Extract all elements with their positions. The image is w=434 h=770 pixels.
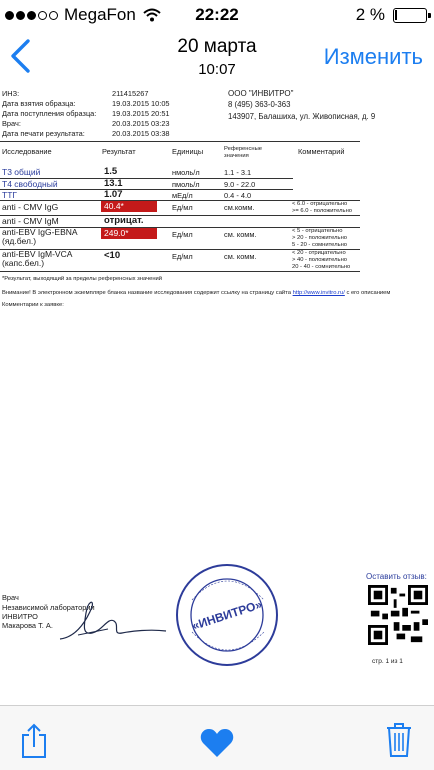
- signature-line3: ИНВИТРО: [2, 612, 38, 621]
- test-name: ТТГ: [2, 190, 17, 200]
- lab-seal-stamp: [172, 560, 282, 670]
- notice-link[interactable]: http://www.invitro.ru/: [292, 290, 345, 296]
- signature-line1: Врач: [2, 593, 19, 602]
- header-test: Исследование: [2, 147, 52, 156]
- battery-icon: [393, 8, 427, 23]
- test-reference: см.комм.: [224, 203, 255, 212]
- nav-title: 20 марта: [177, 36, 257, 57]
- test-reference: 1.1 - 3.1: [224, 168, 252, 177]
- test-reference: см. комм.: [224, 252, 257, 261]
- svg-text:«ИНВИТРО»: «ИНВИТРО»: [190, 597, 264, 633]
- status-bar: [0, 0, 434, 30]
- result-highlight: [101, 228, 157, 240]
- trash-icon[interactable]: [386, 722, 412, 758]
- nav-subtitle: 10:07: [198, 61, 236, 78]
- test-result: 1.07: [104, 189, 123, 200]
- battery-status: [356, 5, 427, 25]
- row-divider: [0, 271, 360, 272]
- test-units: Ед/мл: [172, 230, 193, 239]
- test-reference: 0.4 - 4.0: [224, 191, 252, 200]
- clock: 22:22: [195, 5, 239, 24]
- notice-text: Внимание! В электронном экземпляре бланка название исследования содержит ссылку на страницу сайта: [2, 290, 291, 296]
- handwritten-signature: [58, 587, 168, 647]
- lab-phone: 8 (495) 363-0-363: [228, 100, 291, 109]
- test-name: Т3 общий: [2, 167, 41, 177]
- test-result-flagged: 40.4*: [101, 201, 157, 212]
- test-units: нмоль/л: [172, 168, 200, 177]
- page-indicator: стр. 1 из 1: [372, 658, 403, 665]
- test-reference: см. комм.: [224, 230, 257, 239]
- inz-label: ИНЗ:: [2, 89, 20, 98]
- battery-percent: 2 %: [355, 5, 385, 24]
- header-comment: Комментарий: [298, 147, 345, 156]
- bottom-toolbar: [0, 705, 434, 770]
- row-divider: [0, 189, 293, 190]
- taken-label: Дата взятия образца:: [2, 99, 76, 108]
- signature-line2: Независимой лаборатории: [2, 603, 95, 612]
- notice-end: с его описанием: [346, 290, 391, 296]
- navigation-bar: [0, 30, 434, 85]
- test-result: 1.5: [104, 166, 118, 177]
- divider: [0, 141, 360, 142]
- test-name: Т4 свободный: [2, 179, 58, 189]
- received-value: 19.03.2015 20:51: [112, 109, 170, 118]
- printed-value: 20.03.2015 03:38: [112, 129, 170, 138]
- test-name: anti - CMV IgG: [2, 202, 59, 212]
- header-reference: Референсные значения: [224, 146, 262, 159]
- test-units: Ед/мл: [172, 252, 193, 261]
- edit-button[interactable]: Изменить: [323, 44, 423, 69]
- test-name: anti - CMV IgM: [2, 216, 59, 226]
- test-units: мЕд/л: [172, 191, 193, 200]
- test-units: Ед/мл: [172, 203, 193, 212]
- taken-value: 19.03.2015 10:05: [112, 99, 170, 108]
- test-comment: < 6.0 - отрицательно >= 6.0 - положительно: [292, 201, 352, 214]
- header-result: Результат: [102, 147, 136, 156]
- test-reference: 9.0 - 22.0: [224, 180, 256, 189]
- feedback-label: Оставить отзыв:: [366, 572, 427, 581]
- test-comment: < 5 - отрицательно > 20 - положительно 5 - 20 - сомнительно: [292, 228, 348, 248]
- signature-line4: Макарова Т. А.: [2, 621, 53, 630]
- test-result: <10: [104, 250, 121, 261]
- doctor-value: 20.03.2015 03:23: [112, 119, 170, 128]
- lab-address: 143907, Балашиха, ул. Живописная, д. 9: [228, 112, 376, 121]
- result-highlight: [101, 201, 157, 213]
- doctor-label: Врач:: [2, 119, 21, 128]
- footnote: *Результат, выходящий за пределы референсных значений: [2, 276, 163, 282]
- share-icon[interactable]: [20, 723, 48, 759]
- test-units: пмоль/л: [172, 180, 200, 189]
- lab-name: ООО "ИНВИТРО": [228, 89, 294, 98]
- carrier-name: MegaFon: [64, 5, 136, 24]
- received-label: Дата поступления образца:: [2, 109, 97, 118]
- test-result: отрицат.: [104, 215, 144, 226]
- lab-report-document: [0, 85, 434, 705]
- notice: [2, 290, 390, 297]
- printed-label: Дата печати результата:: [2, 129, 85, 138]
- test-comment: < 20 - отрицательно > 40 - положительно 20 - 40 - сомнительно: [292, 250, 351, 270]
- heart-icon[interactable]: [200, 728, 234, 758]
- test-name: anti-EBV IgG-EBNA (яд.бел.): [2, 227, 78, 246]
- header-units: Единицы: [172, 147, 204, 156]
- test-name: anti-EBV IgM-VCA (капс.бел.): [2, 249, 72, 268]
- inz-value: 211415267: [112, 89, 149, 98]
- comments-label: Комментарии к заявке:: [2, 302, 64, 308]
- test-result: 13.1: [104, 178, 123, 189]
- qr-code[interactable]: [368, 585, 428, 645]
- test-result-flagged: 249.0*: [101, 228, 157, 239]
